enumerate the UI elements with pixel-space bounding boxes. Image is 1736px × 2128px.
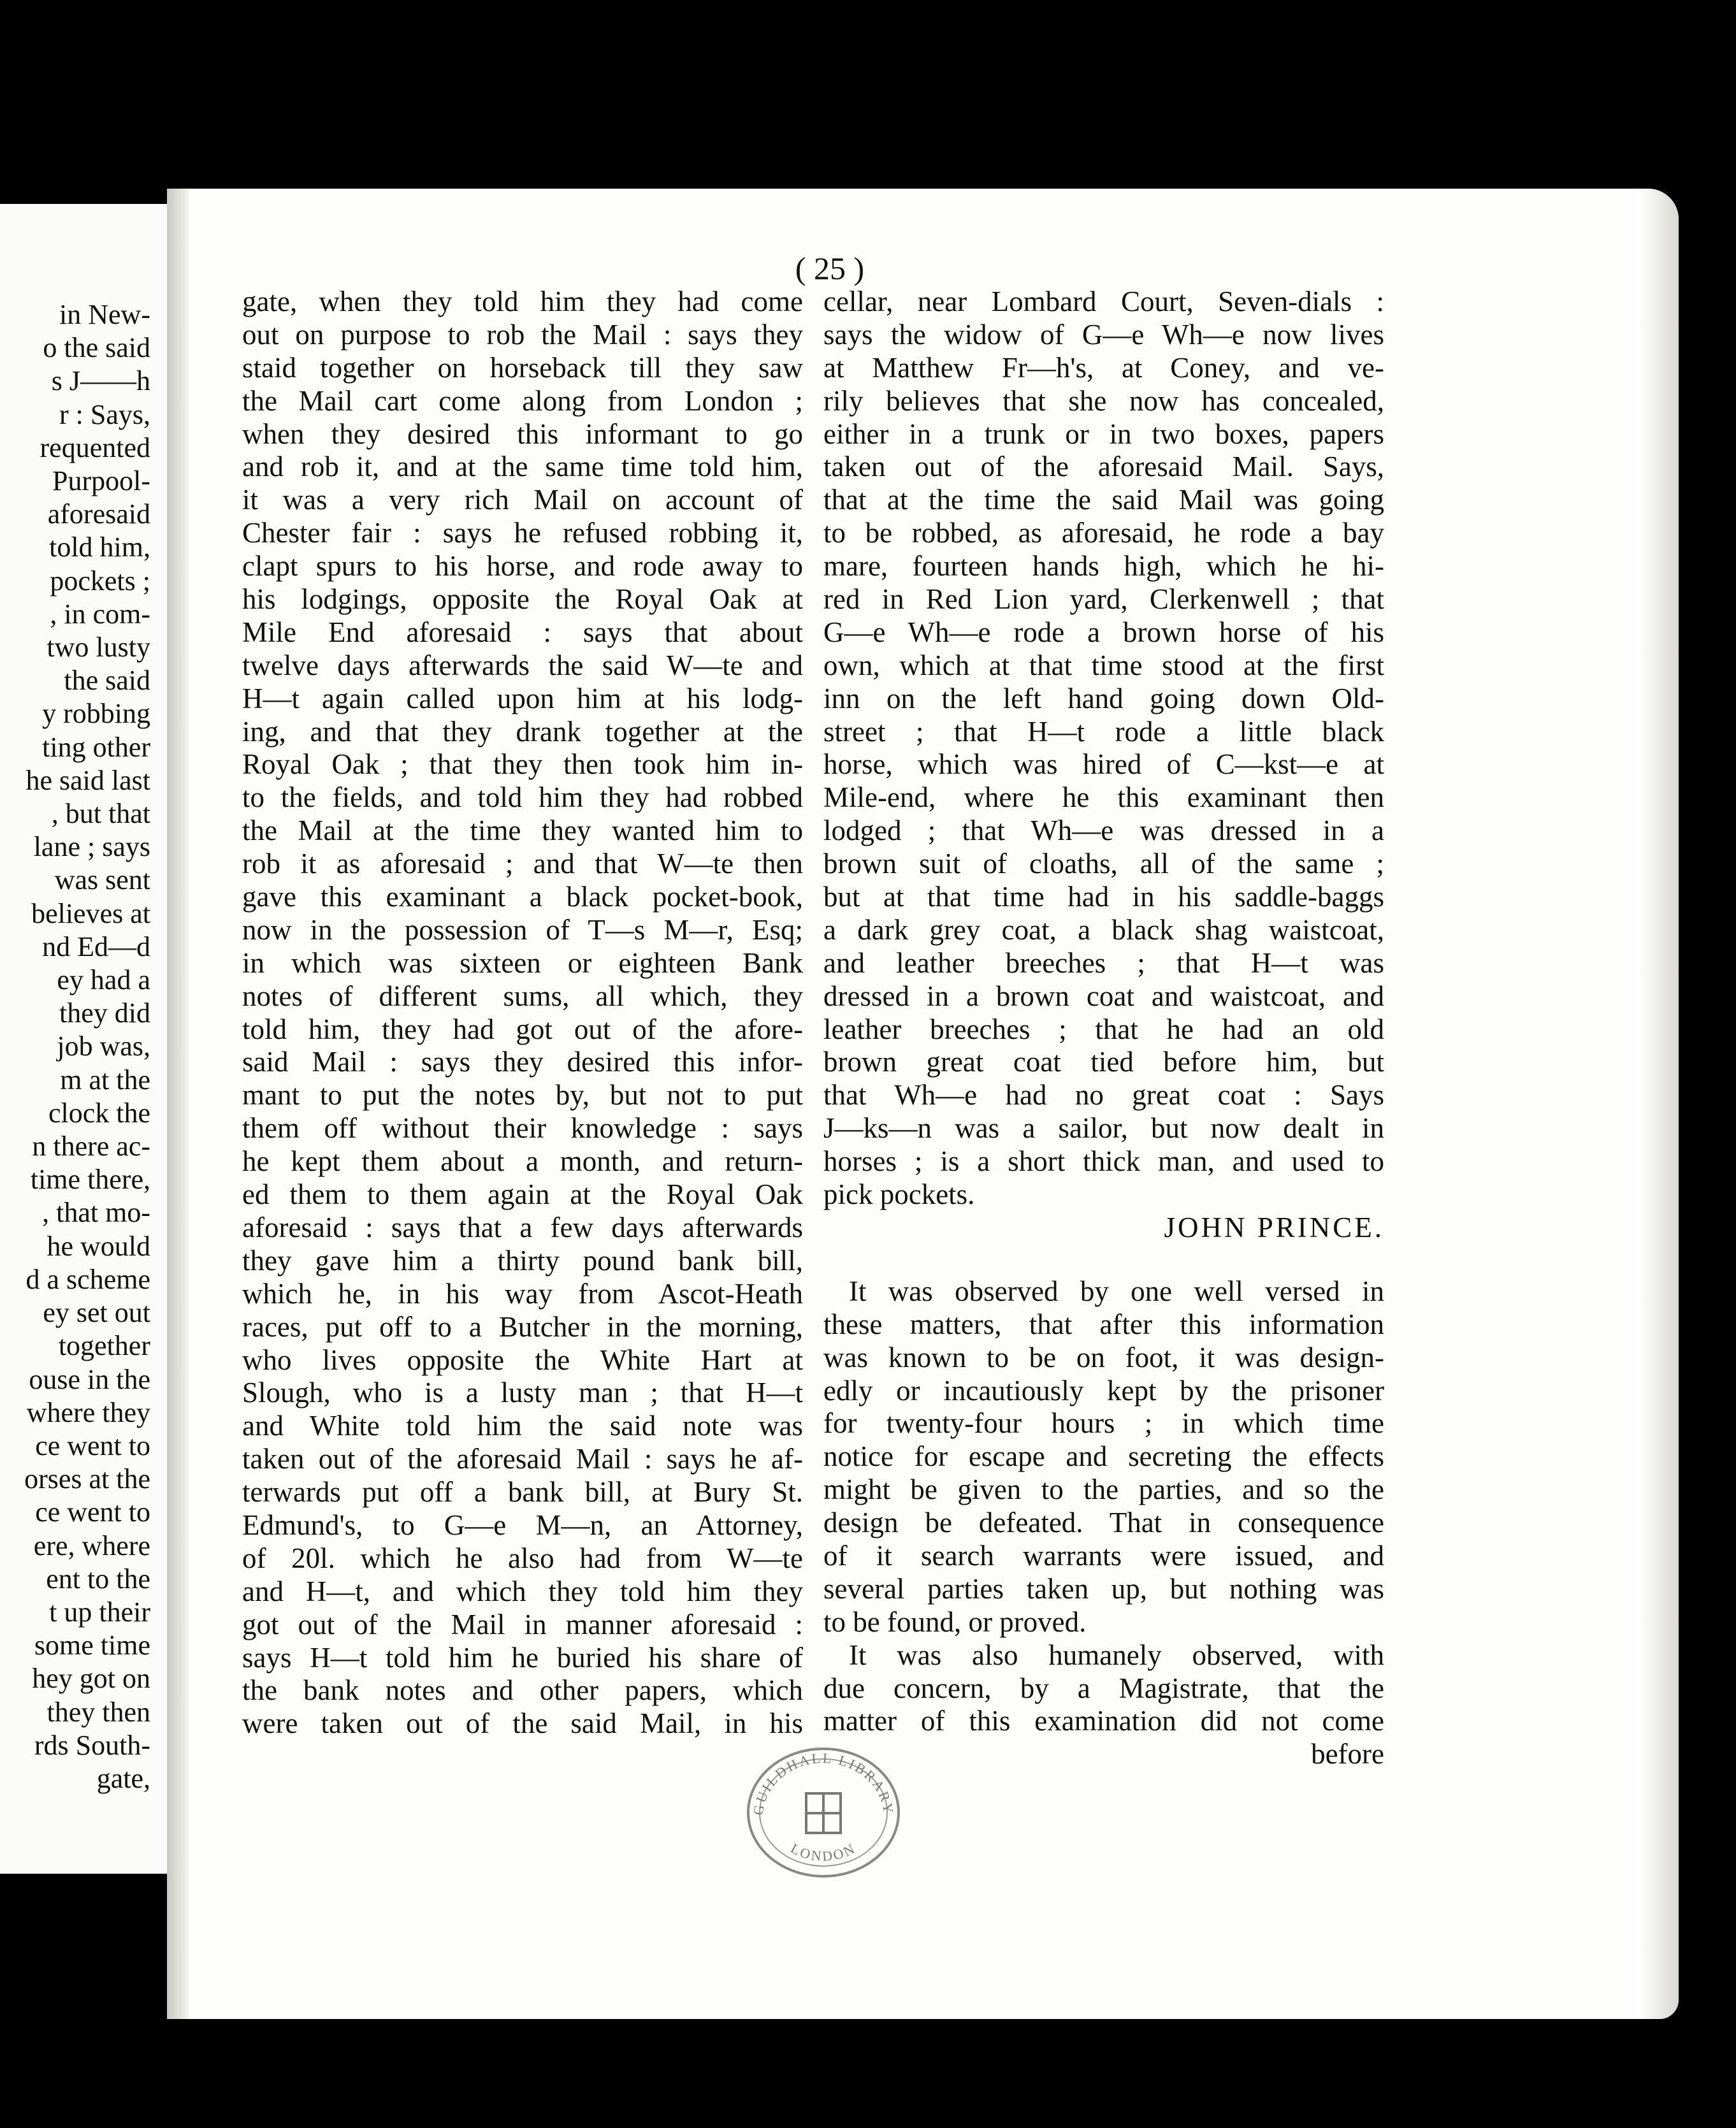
catchword: before: [1311, 1738, 1384, 1770]
text-line: several parties taken up, but nothing was: [823, 1572, 1384, 1605]
previous-page-line: believes at: [31, 897, 150, 929]
page-edge: [1640, 189, 1679, 2019]
text-line: might be given to the parties, and so the: [823, 1473, 1384, 1506]
text-line: he kept them about a month, and return-: [242, 1145, 803, 1178]
previous-page-line: hey got on: [32, 1663, 150, 1695]
text-line: leather breeches ; that he had an old: [823, 1013, 1384, 1045]
previous-page-text: [0, 298, 150, 1795]
text-line: matter of this examination did not come: [823, 1705, 1384, 1737]
text-line: was known to be on foot, it was design-: [823, 1341, 1384, 1373]
previous-page-line: ey had a: [57, 964, 150, 996]
previous-page-line: r : Says,: [59, 398, 150, 430]
text-line: Edmund's, to G—e M—n, an Attorney,: [242, 1509, 803, 1541]
text-line: horses ; is a short thick man, and used to: [823, 1145, 1384, 1178]
previous-page-line: requented: [40, 431, 150, 463]
previous-page-line: was sent: [54, 864, 150, 896]
text-line: pick pockets.: [823, 1178, 975, 1211]
previous-page-line: , in com-: [50, 598, 150, 630]
text-line: said Mail : says they desired this infor-: [242, 1046, 803, 1078]
text-line: to be found, or proved.: [823, 1605, 1087, 1638]
text-column-left: [242, 286, 803, 1741]
text-line: G—e Wh—e rode a brown horse of his: [823, 616, 1384, 648]
text-line: cellar, near Lombard Court, Seven-dials :: [823, 286, 1384, 317]
previous-page-line: orses at the: [24, 1463, 150, 1495]
paragraph-observation: [823, 1275, 1384, 1639]
text-line: own, which at that time stood at the first: [823, 649, 1384, 681]
text-line: of it search warrants were issued, and: [823, 1539, 1384, 1572]
text-line: notice for escape and secreting the effects: [823, 1440, 1384, 1473]
text-line: lodged ; that Wh—e was dressed in a: [823, 814, 1384, 847]
text-line: for twenty-four hours ; in which time: [823, 1407, 1384, 1440]
previous-page-line: lane ; says: [33, 831, 150, 863]
text-line: mant to put the notes by, but not to put: [242, 1079, 803, 1111]
text-line: design be defeated. That in consequence: [823, 1507, 1384, 1539]
previous-page-line: ouse in the: [29, 1363, 150, 1395]
text-line: says H—t told him he buried his share of: [242, 1641, 803, 1674]
svg-text:LONDON: [788, 1840, 858, 1864]
text-line: edly or incautiously kept by the prisoner: [823, 1374, 1384, 1407]
previous-page-line: where they: [26, 1396, 150, 1428]
paragraph-magistrate: [823, 1639, 1384, 1739]
library-stamp-icon: [737, 1737, 909, 1884]
previous-page-line: they did: [59, 997, 150, 1029]
text-line: that at the time the said Mail was going: [823, 484, 1384, 516]
text-line: brown suit of cloaths, all of the same ;: [823, 848, 1384, 880]
signature: JOHN PRINCE.: [1164, 1211, 1384, 1243]
examination-text-continued: [823, 286, 1384, 1212]
text-line: H—t again called upon him at his lodg-: [242, 682, 803, 714]
previous-page-line: ey set out: [43, 1297, 150, 1329]
text-line: races, put off to a Butcher in the morning,: [242, 1310, 803, 1343]
previous-page-line: ent to the: [46, 1563, 150, 1595]
previous-page-line: , that mo-: [42, 1197, 150, 1229]
text-line: aforesaid : says that a few days afterwards: [242, 1211, 803, 1243]
text-line: the Mail cart come along from London ;: [242, 384, 803, 417]
text-line: and leather breeches ; that H—t was: [823, 946, 1384, 979]
previous-page-line: he would: [47, 1230, 150, 1262]
text-line: and rob it, and at the same time told him,: [242, 451, 803, 483]
text-line: were taken out of the said Mail, in his: [242, 1707, 803, 1740]
previous-page-line: Purpool-: [52, 465, 150, 497]
previous-page-line: rds South-: [34, 1729, 150, 1761]
text-line: brown great coat tied before him, but: [823, 1046, 1384, 1078]
text-line: these matters, that after this information: [823, 1308, 1384, 1340]
text-line: street ; that H—t rode a little black: [823, 715, 1384, 748]
text-line: ed them to them again at the Royal Oak: [242, 1178, 803, 1211]
text-line: they gave him a thirty pound bank bill,: [242, 1244, 803, 1277]
text-line: out on purpose to rob the Mail : says they: [242, 318, 803, 351]
previous-page-line: the said: [64, 665, 150, 697]
text-line: due concern, by a Magistrate, that the: [823, 1672, 1384, 1704]
text-line: who lives opposite the White Hart at: [242, 1343, 803, 1376]
text-line: rily believes that she now has concealed,: [823, 384, 1384, 417]
paragraph-gap: [823, 1245, 1384, 1275]
text-line: J—ks—n was a sailor, but now dealt in: [823, 1112, 1384, 1145]
text-line: gave this examinant a black pocket-book,: [242, 881, 803, 913]
previous-page-line: told him,: [49, 532, 150, 563]
previous-page-line: m at the: [60, 1064, 150, 1096]
previous-page-line: n there ac-: [32, 1131, 150, 1162]
previous-page: [0, 204, 171, 1874]
text-line: his lodgings, opposite the Royal Oak at: [242, 583, 803, 616]
text-line: taken out of the aforesaid Mail : says he af-: [242, 1443, 803, 1475]
text-line: got out of the Mail in manner aforesaid :: [242, 1608, 803, 1640]
text-line: and White told him the said note was: [242, 1410, 803, 1442]
document-page: [167, 189, 1679, 2019]
previous-page-line: ere, where: [33, 1530, 150, 1561]
page-number: ( 25 ): [795, 250, 865, 286]
text-line: dressed in a brown coat and waistcoat, and: [823, 980, 1384, 1012]
text-line: but at that time had in his saddle-baggs: [823, 881, 1384, 913]
page-gutter: [167, 189, 189, 2019]
previous-page-line: time there,: [30, 1164, 150, 1196]
previous-page-line: t up their: [49, 1596, 150, 1628]
previous-page-line: he said last: [25, 764, 150, 796]
text-line: Chester fair : says he refused robbing it,: [242, 517, 803, 549]
text-line: inn on the left hand going down Old-: [823, 682, 1384, 714]
text-line: when they desired this informant to go: [242, 417, 803, 450]
text-line: now in the possession of T—s M—r, Esq;: [242, 913, 803, 946]
previous-page-line: job was,: [57, 1031, 150, 1062]
text-line: the Mail at the time they wanted him to: [242, 814, 803, 847]
previous-page-line: they then: [47, 1696, 150, 1728]
text-line: of 20l. which he also had from W—te: [242, 1542, 803, 1574]
previous-page-line: ce went to: [35, 1496, 150, 1528]
text-line: that Wh—e had no great coat : Says: [823, 1079, 1384, 1111]
stamp-text-top: GUILDHALL LIBRARY: [749, 1749, 897, 1816]
text-line: which he, in his way from Ascot-Heath: [242, 1277, 803, 1310]
text-line: and H—t, and which they told him they: [242, 1575, 803, 1607]
text-line: ing, and that they drank together at the: [242, 715, 803, 748]
previous-page-line: o the said: [43, 332, 150, 364]
previous-page-line: together: [58, 1330, 150, 1362]
text-line: Mile End aforesaid : says that about: [242, 616, 803, 648]
text-column-right: [823, 286, 1384, 1771]
previous-page-line: y robbing: [42, 698, 150, 730]
previous-page-line: clock the: [48, 1097, 150, 1129]
previous-page-line: pockets ;: [50, 565, 150, 597]
previous-page-line: s J——h: [51, 365, 150, 397]
previous-page-line: d a scheme: [25, 1263, 150, 1295]
text-line: told him, they had got out of the afore-: [242, 1013, 803, 1045]
previous-page-line: two lusty: [47, 632, 150, 663]
text-line: to be robbed, as aforesaid, he rode a bay: [823, 517, 1384, 549]
text-line: Royal Oak ; that they then took him in-: [242, 748, 803, 781]
text-line: It was also humanely observed, with: [849, 1639, 1384, 1671]
text-line: staid together on horseback till they saw: [242, 351, 803, 384]
text-line: terwards put off a bank bill, at Bury St.: [242, 1476, 803, 1509]
previous-page-line: nd Ed—d: [42, 930, 150, 962]
previous-page-line: aforesaid: [47, 498, 150, 530]
text-line: in which was sixteen or eighteen Bank: [242, 946, 803, 979]
previous-page-line: in New-: [59, 299, 150, 330]
text-line: clapt spurs to his horse, and rode away to: [242, 550, 803, 583]
previous-page-line: ce went to: [35, 1430, 150, 1461]
text-line: gate, when they told him they had come: [242, 286, 803, 317]
text-line: says the widow of G—e Wh—e now lives: [823, 318, 1384, 351]
previous-page-line: , but that: [51, 798, 150, 830]
text-line: red in Red Lion yard, Clerkenwell ; that: [823, 583, 1384, 616]
text-line: a dark grey coat, a black shag waistcoat,: [823, 913, 1384, 946]
text-line: either in a trunk or in two boxes, papers: [823, 417, 1384, 450]
stamp-text-bottom: LONDON: [788, 1840, 859, 1865]
text-line: to the fields, and told him they had robbed: [242, 781, 803, 814]
text-line: twelve days afterwards the said W—te and: [242, 649, 803, 681]
text-line: Slough, who is a lusty man ; that H—t: [242, 1377, 803, 1409]
text-line: It was observed by one well versed in: [849, 1275, 1384, 1307]
previous-page-line: ting other: [42, 731, 150, 763]
text-line: notes of different sums, all which, they: [242, 980, 803, 1012]
text-line: mare, fourteen hands high, which he hi-: [823, 550, 1384, 583]
text-line: the bank notes and other papers, which: [242, 1674, 803, 1707]
previous-page-line: some time: [34, 1630, 150, 1661]
text-line: rob it as aforesaid ; and that W—te then: [242, 848, 803, 880]
text-line: horse, which was hired of C—kst—e at: [823, 748, 1384, 781]
text-line: it was a very rich Mail on account of: [242, 484, 803, 516]
text-line: at Matthew Fr—h's, at Coney, and ve-: [823, 351, 1384, 384]
previous-page-line: gate,: [96, 1762, 150, 1794]
text-line: Mile-end, where he this examinant then: [823, 781, 1384, 814]
text-line: taken out of the aforesaid Mail. Says,: [823, 451, 1384, 483]
text-line: them off without their knowledge : says: [242, 1112, 803, 1145]
